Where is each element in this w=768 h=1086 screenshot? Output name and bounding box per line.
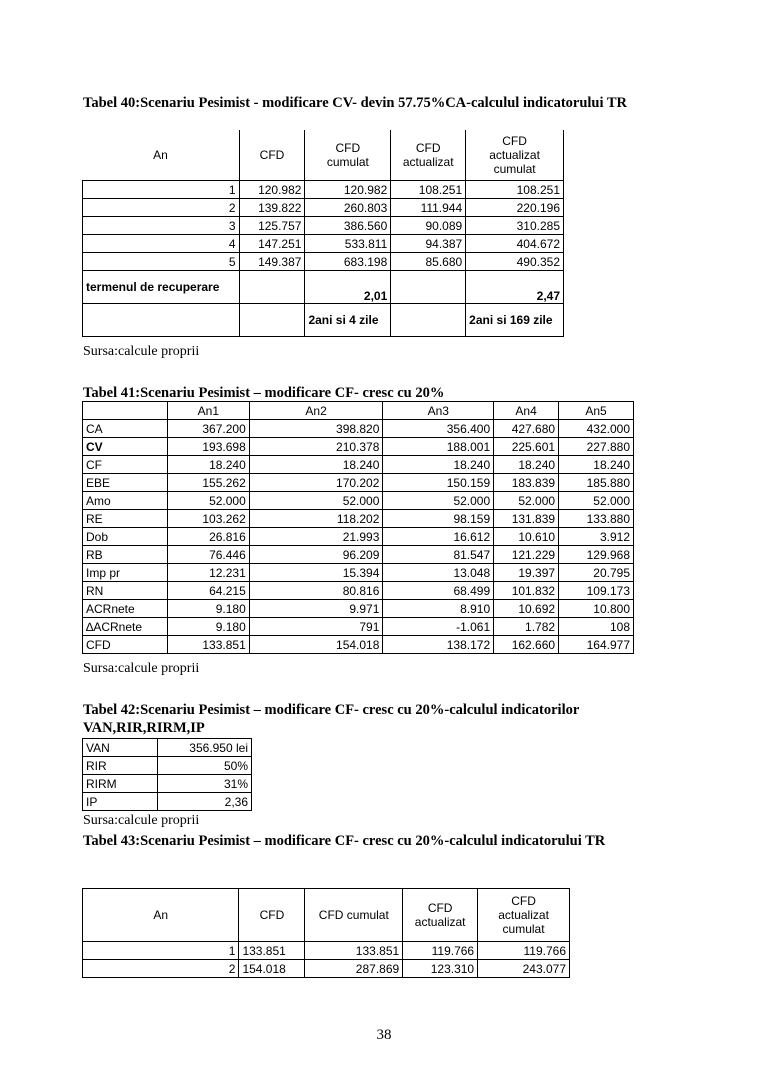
table-row [83,181,564,199]
table-40 [82,130,564,337]
table-40-source: Sursa:calcule proprii [83,344,200,359]
cell-cfd: 147.251 [239,235,305,253]
cell-cfd-actualizat-cumulat: 404.672 [466,235,564,253]
table-row-tr-text [83,304,564,337]
cell-an4: 18.240 [494,456,559,474]
table-42 [82,738,252,811]
cell-an3: 188.001 [383,438,494,456]
cell-an: 2 [83,199,240,217]
table-row [83,510,634,528]
table-42-caption: Tabel 42:Scenariu Pesimist – modificare CF- cresc cu 20%-calculul indicatorilor VAN,RIR,RIRM,IP [83,702,580,736]
cell-an3: 138.172 [383,636,494,654]
header-an2: An2 [249,402,383,420]
row-label: RN [83,582,168,600]
cell-an5: 20.795 [559,564,634,582]
header-an: An [83,889,239,942]
cell-an2: 15.394 [249,564,383,582]
cell-an5: 10.800 [559,600,634,618]
header-empty [83,402,168,420]
cell-an5: 227.880 [559,438,634,456]
cell-an1: 193.698 [167,438,249,456]
cell-cfd-cumulat: 533.811 [305,235,391,253]
tr-value-actualizat: 2,47 [466,271,564,304]
row-label: CF [83,456,168,474]
header-cfd-actualizat: CFD actualizat [403,889,478,942]
table-row [83,793,252,811]
cell-an2: 80.816 [249,582,383,600]
cell-an1: 133.851 [167,636,249,654]
cell-an1: 26.816 [167,528,249,546]
empty-cell [83,304,240,337]
cell-an3: 13.048 [383,564,494,582]
cell-an1: 367.200 [167,420,249,438]
cell-an5: 18.240 [559,456,634,474]
cell-cfd-actualizat: 108.251 [391,181,466,199]
empty-cell [391,304,466,337]
cell-an5: 432.000 [559,420,634,438]
cell-cfd-actualizat-cumulat: 490.352 [466,253,564,271]
header-an: An [83,130,240,181]
cell-cfd-actualizat-cumulat: 243.077 [478,960,570,978]
tr-label: termenul de recuperare [83,271,240,304]
cell-an5: 185.880 [559,474,634,492]
cell-an1: 9.180 [167,600,249,618]
cell-cfd-cumulat: 260.803 [305,199,391,217]
page-number: 38 [376,1027,392,1043]
table-row [83,199,564,217]
cell-cfd-actualizat: 123.310 [403,960,478,978]
cell-an4: 10.692 [494,600,559,618]
cell-an5: 52.000 [559,492,634,510]
indicator-value: 31% [157,775,251,793]
table-41-caption: Tabel 41:Scenariu Pesimist – modificare CF- cresc cu 20% [83,385,445,401]
tr-value-cumulat: 2,01 [305,271,391,304]
table-row [83,636,634,654]
cell-an3: 18.240 [383,456,494,474]
cell-an3: 16.612 [383,528,494,546]
header-cfd: CFD [239,130,305,181]
cell-an2: 791 [249,618,383,636]
cell-an5: 109.173 [559,582,634,600]
row-label: CA [83,420,168,438]
table-row [83,757,252,775]
table-41-source: Sursa:calcule proprii [83,661,200,676]
cell-an: 3 [83,217,240,235]
row-label: RE [83,510,168,528]
cell-an4: 427.680 [494,420,559,438]
cell-cfd-actualizat: 119.766 [403,942,478,960]
cell-an1: 76.446 [167,546,249,564]
row-label: ACRnete [83,600,168,618]
cell-an1: 12.231 [167,564,249,582]
row-label: EBE [83,474,168,492]
cell-cfd-cumulat: 120.982 [305,181,391,199]
table-43-caption: Tabel 43:Scenariu Pesimist – modificare CF- cresc cu 20%-calculul indicatorului TR [83,833,606,849]
cell-an2: 170.202 [249,474,383,492]
table-row [83,960,570,978]
cell-an4: 121.229 [494,546,559,564]
tr-text-cumulat: 2ani si 4 zile [305,304,391,337]
cell-cfd-actualizat-cumulat: 108.251 [466,181,564,199]
cell-an3: 98.159 [383,510,494,528]
table-row [83,618,634,636]
table-row [83,438,634,456]
cell-an2: 18.240 [249,456,383,474]
cell-an3: 150.159 [383,474,494,492]
cell-an1: 52.000 [167,492,249,510]
cell-an2: 96.209 [249,546,383,564]
cell-an5: 164.977 [559,636,634,654]
cell-cfd-actualizat: 85.680 [391,253,466,271]
table-42-source: Sursa:calcule proprii [83,813,200,828]
table-row [83,528,634,546]
cell-an: 2 [83,960,239,978]
cell-an5: 129.968 [559,546,634,564]
table-row [83,600,634,618]
header-cfd-cumulat: CFD cumulat [305,130,391,181]
table-41 [82,401,634,654]
table-header-row [83,889,570,942]
cell-an2: 118.202 [249,510,383,528]
table-row [83,217,564,235]
cell-an5: 133.880 [559,510,634,528]
cell-cfd: 133.851 [239,942,305,960]
indicator-label: RIR [83,757,158,775]
table-row [83,739,252,757]
header-an1: An1 [167,402,249,420]
cell-cfd: 154.018 [239,960,305,978]
cell-an2: 52.000 [249,492,383,510]
row-label: CV [83,438,168,456]
table-row [83,253,564,271]
cell-cfd-actualizat: 90.089 [391,217,466,235]
row-label: Dob [83,528,168,546]
table-row [83,546,634,564]
cell-cfd: 139.822 [239,199,305,217]
cell-an4: 183.839 [494,474,559,492]
cell-an: 4 [83,235,240,253]
indicator-label: VAN [83,739,158,757]
header-cfd: CFD [239,889,305,942]
cell-cfd-actualizat-cumulat: 119.766 [478,942,570,960]
cell-an2: 9.971 [249,600,383,618]
cell-an3: 356.400 [383,420,494,438]
cell-an: 1 [83,942,239,960]
cell-cfd-cumulat: 287.869 [305,960,403,978]
cell-an2: 398.820 [249,420,383,438]
cell-an4: 10.610 [494,528,559,546]
empty-cell [239,271,305,304]
table-row [83,235,564,253]
cell-cfd: 125.757 [239,217,305,235]
header-cfd-actualizat: CFD actualizat [391,130,466,181]
cell-an4: 131.839 [494,510,559,528]
cell-cfd-cumulat: 683.198 [305,253,391,271]
cell-an3: -1.061 [383,618,494,636]
cell-an3: 52.000 [383,492,494,510]
tr-text-actualizat: 2ani si 169 zile [466,304,564,337]
table-row-tr [83,271,564,304]
cell-an5: 3.912 [559,528,634,546]
row-label: CFD [83,636,168,654]
table-row [83,474,634,492]
cell-cfd: 120.982 [239,181,305,199]
cell-an1: 9.180 [167,618,249,636]
table-43 [82,888,570,978]
cell-an2: 21.993 [249,528,383,546]
indicator-value: 2,36 [157,793,251,811]
cell-cfd-actualizat: 111.944 [391,199,466,217]
table-row [83,775,252,793]
row-label: Amo [83,492,168,510]
cell-cfd-actualizat-cumulat: 310.285 [466,217,564,235]
table-40-caption: Tabel 40:Scenariu Pesimist - modificare CV- devin 57.75%CA-calculul indicatorului TR [83,95,628,111]
cell-an1: 103.262 [167,510,249,528]
indicator-label: IP [83,793,158,811]
cell-cfd-cumulat: 133.851 [305,942,403,960]
cell-an4: 19.397 [494,564,559,582]
cell-an: 5 [83,253,240,271]
table-row [83,420,634,438]
cell-an2: 154.018 [249,636,383,654]
table-row [83,492,634,510]
row-label: ∆ACRnete [83,618,168,636]
row-label: RB [83,546,168,564]
cell-an1: 18.240 [167,456,249,474]
header-cfd-actualizat-cumulat: CFD actualizat cumulat [478,889,570,942]
indicator-value: 356.950 lei [157,739,251,757]
table-row [83,942,570,960]
cell-an3: 8.910 [383,600,494,618]
header-an3: An3 [383,402,494,420]
cell-an4: 101.832 [494,582,559,600]
header-an4: An4 [494,402,559,420]
cell-an3: 81.547 [383,546,494,564]
cell-an4: 52.000 [494,492,559,510]
cell-an1: 64.215 [167,582,249,600]
indicator-label: RIRM [83,775,158,793]
cell-cfd-actualizat: 94.387 [391,235,466,253]
header-cfd-actualizat-cumulat: CFD actualizat cumulat [466,130,564,181]
cell-an3: 68.499 [383,582,494,600]
cell-cfd-actualizat-cumulat: 220.196 [466,199,564,217]
cell-cfd: 149.387 [239,253,305,271]
cell-an2: 210.378 [249,438,383,456]
cell-cfd-cumulat: 386.560 [305,217,391,235]
cell-an5: 108 [559,618,634,636]
cell-an: 1 [83,181,240,199]
cell-an4: 1.782 [494,618,559,636]
row-label: Imp pr [83,564,168,582]
header-an5: An5 [559,402,634,420]
indicator-value: 50% [157,757,251,775]
empty-cell [391,271,466,304]
cell-an4: 225.601 [494,438,559,456]
empty-cell [239,304,305,337]
table-row [83,582,634,600]
cell-an1: 155.262 [167,474,249,492]
table-row [83,456,634,474]
table-row [83,564,634,582]
table-header-row [83,402,634,420]
header-cfd-cumulat: CFD cumulat [305,889,403,942]
cell-an4: 162.660 [494,636,559,654]
